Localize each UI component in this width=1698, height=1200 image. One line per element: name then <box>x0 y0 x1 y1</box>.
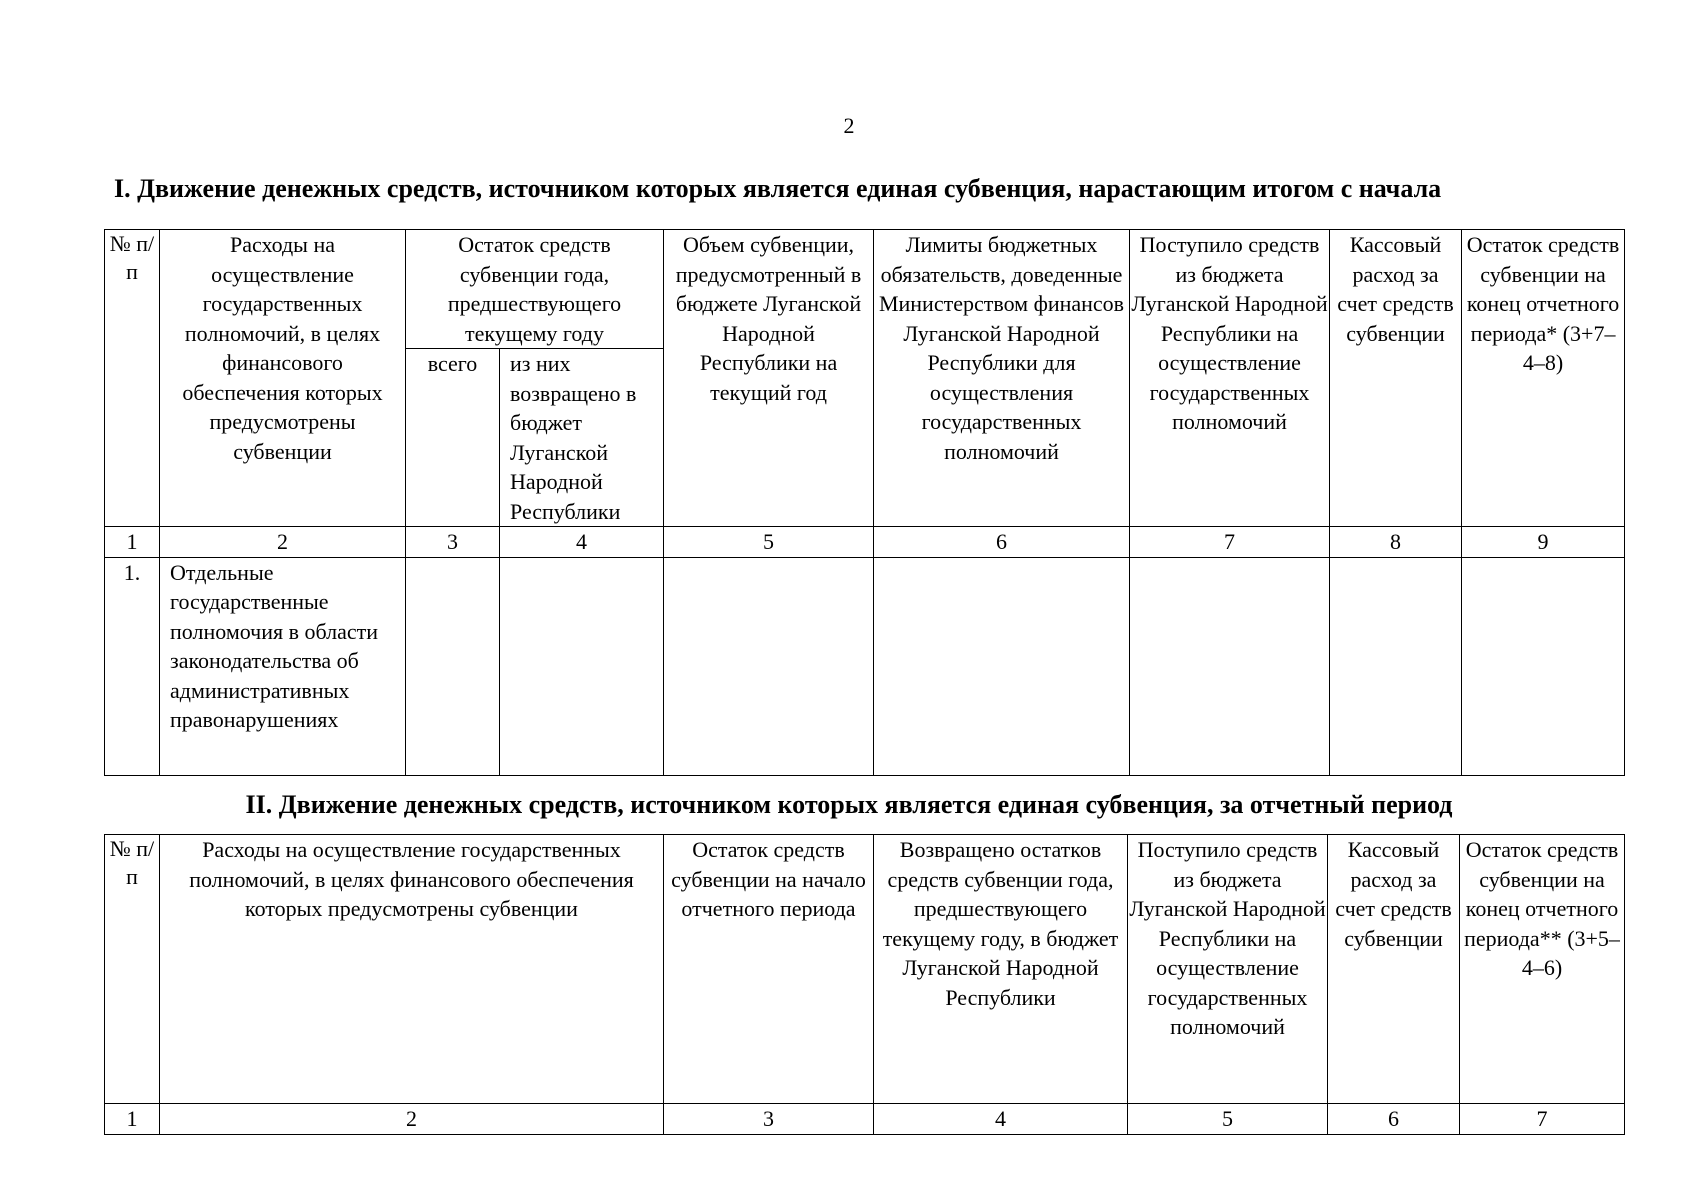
table-cell <box>1462 557 1625 775</box>
header-cash: Кассовый расход за счет средств субвенции <box>1328 835 1460 1104</box>
column-number: 6 <box>1328 1104 1460 1135</box>
section1-table <box>104 229 1625 776</box>
header-returned: Возвращено остатков средств субвенции года, предшествующего текущему году, в бюджет Луганской Народной Республики <box>874 835 1128 1104</box>
header-cash: Кассовый расход за счет средств субвенции <box>1330 230 1462 527</box>
column-number: 8 <box>1330 527 1462 558</box>
column-number: 2 <box>160 527 406 558</box>
header-end-balance: Остаток средств субвенции на конец отчетного периода* (3+7–4–8) <box>1462 230 1625 527</box>
column-number: 1 <box>105 1104 160 1135</box>
column-number: 5 <box>664 527 874 558</box>
header-received: Поступило средств из бюджета Луганской Народной Республики на осуществление государственных полномочий <box>1130 230 1330 527</box>
header-num: № п/п <box>105 230 160 527</box>
header-expenses: Расходы на осуществление государственных полномочий, в целях финансового обеспечения которых предусмотрены субвенции <box>160 230 406 527</box>
header-prev-total: всего <box>406 349 500 527</box>
header-prev-balance: Остаток средств субвенции года, предшествующего текущему году <box>406 230 664 349</box>
table-cell <box>1130 557 1330 775</box>
column-number: 3 <box>664 1104 874 1135</box>
row-number: 1. <box>105 557 160 775</box>
column-number: 7 <box>1460 1104 1625 1135</box>
column-number: 1 <box>105 527 160 558</box>
section1-title: I. Движение денежных средств, источником которых является единая субвенция, нарастающим итогом с начала <box>114 174 1442 203</box>
header-expenses: Расходы на осуществление государственных полномочий, в целях финансового обеспечения которых предусмотрены субвенции <box>160 835 664 1104</box>
row-name: Отдельные государственные полномочия в области законодательства об административных правонарушениях <box>160 557 406 775</box>
header-prev-returned: из них возвращено в бюджет Луганской Народной Республики <box>500 349 664 527</box>
column-numbers-row <box>105 527 1625 558</box>
column-number: 9 <box>1462 527 1625 558</box>
table-cell <box>664 557 874 775</box>
header-volume: Объем субвенции, предусмотренный в бюджете Луганской Народной Республики на текущий год <box>664 230 874 527</box>
table-cell <box>1330 557 1462 775</box>
header-received: Поступило средств из бюджета Луганской Народной Республики на осуществление государственных полномочий <box>1128 835 1328 1104</box>
table-cell <box>406 557 500 775</box>
column-number: 3 <box>406 527 500 558</box>
table-row <box>105 557 1625 775</box>
header-start-balance: Остаток средств субвенции на начало отчетного периода <box>664 835 874 1104</box>
header-end-balance: Остаток средств субвенции на конец отчетного периода** (3+5–4–6) <box>1460 835 1625 1104</box>
column-number: 7 <box>1130 527 1330 558</box>
section2-table <box>104 834 1625 1135</box>
header-limits: Лимиты бюджетных обязательств, доведенные Министерством финансов Луганской Народной Республики для осуществления государственных полномочий <box>874 230 1130 527</box>
section2-title: II. Движение денежных средств, источником которых является единая субвенция, за отчетный период <box>245 790 1453 819</box>
table-cell <box>500 557 664 775</box>
column-number: 2 <box>160 1104 664 1135</box>
column-number: 4 <box>874 1104 1128 1135</box>
column-number: 6 <box>874 527 1130 558</box>
page-number: 2 <box>843 113 855 138</box>
column-number: 4 <box>500 527 664 558</box>
column-numbers-row <box>105 1104 1625 1135</box>
table-cell <box>874 557 1130 775</box>
column-number: 5 <box>1128 1104 1328 1135</box>
header-num: № п/п <box>105 835 160 1104</box>
